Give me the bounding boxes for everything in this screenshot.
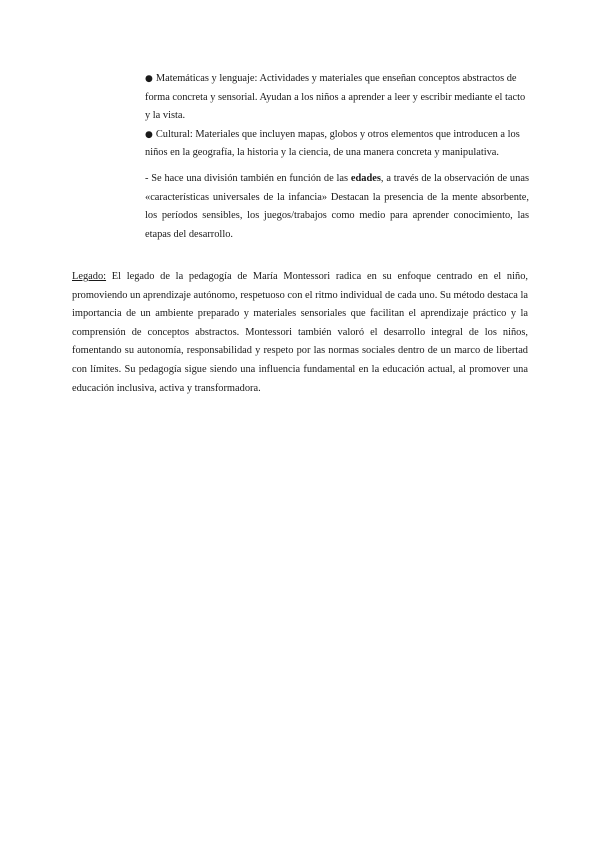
bullet-icon: ● xyxy=(145,74,153,84)
legacy-paragraph xyxy=(72,268,528,398)
bullet-item-math-language xyxy=(145,70,529,126)
ages-text-before: - Se hace una división también en función de las xyxy=(145,173,351,184)
ages-keyword: edades xyxy=(350,173,381,184)
bullet-text: Cultural: Materiales que incluyen mapas, globos y otros elementos que introducen a los niños en la geografía, la historia y la ciencia, de una manera concreta y manipulativa. xyxy=(145,128,520,158)
bullet-item-cultural xyxy=(145,126,529,163)
bullet-list xyxy=(145,70,529,163)
legacy-text: El legado de la pedagogía de María Montessori radica en su enfoque centrado en el niño, promoviendo un aprendizaje autónomo, respetuoso con el ritmo individual de cada uno. Su método destaca la importancia de un ambiente preparado y materiales sensoriales que facilitan el aprendizaje práctico y la comprensión de conceptos abstractos. Montessori también valoró el desarrollo integral de los niños, fomentando su autonomía, responsabilidad y respeto por las normas sociales dentro de un marco de libertad con límites. Su pedagogía sigue siendo una influencia fundamental en la educación actual, al promover una educación inclusiva, activa y transformadora. xyxy=(72,271,528,394)
bullet-text: Matemáticas y lenguaje: Actividades y materiales que enseñan conceptos abstractos de forma concreta y sensorial. Ayudan a los niños a aprender a leer y escribir mediante el tacto y la vista. xyxy=(145,73,526,121)
bullet-icon: ● xyxy=(145,129,153,140)
legacy-label: Legado: xyxy=(72,271,107,282)
ages-text-after: , a través de la observación de unas «características universales de la infancia» Destacan la presencia de la mente absorbente, los períodos sensibles, los juegos/trabajos como medio para aprender conocimiento, las etapas del desarrollo. xyxy=(145,173,529,240)
ages-paragraph xyxy=(145,170,529,244)
